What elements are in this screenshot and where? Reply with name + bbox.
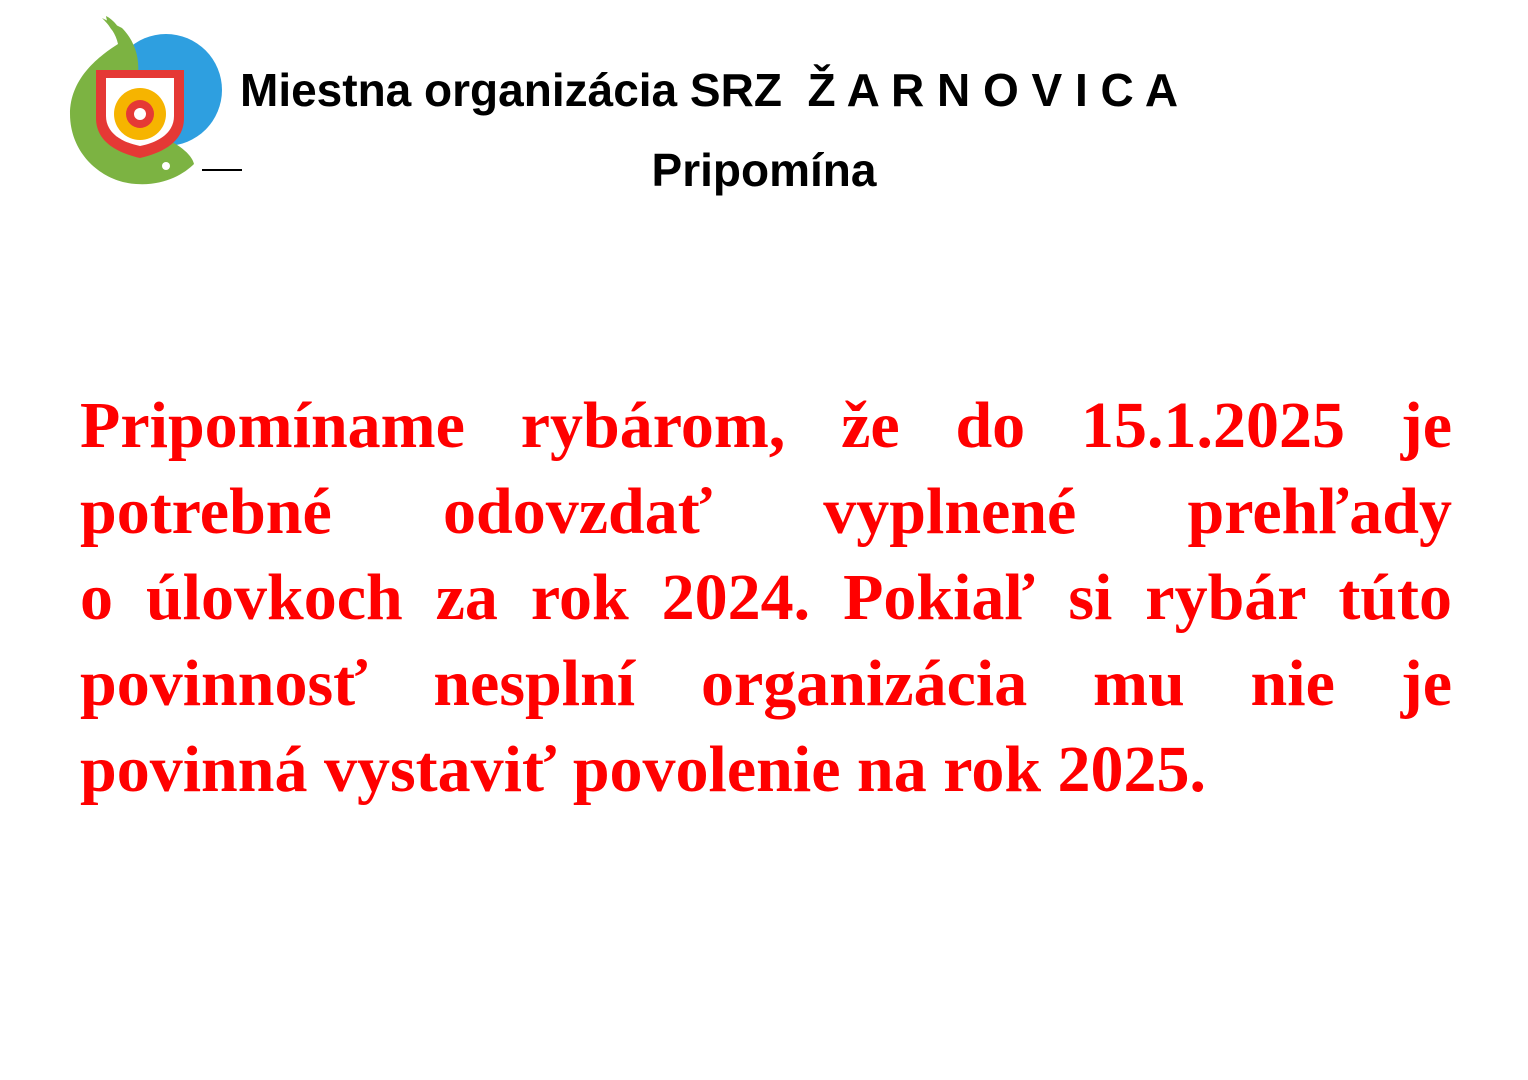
notice-text: [80, 383, 1452, 813]
notice-line: Pripomíname rybárom, že do 15.1.2025 je: [80, 389, 1452, 462]
notice-line: o úlovkoch za rok 2024. Pokiaľ si rybár túto: [80, 561, 1452, 634]
notice-line: povinná vystaviť povolenie na rok 2025.: [80, 733, 1207, 806]
notice-line: povinnosť nesplní organizácia mu nie je: [80, 647, 1452, 720]
page-title: Pripomína: [651, 144, 877, 196]
notice-line: potrebné odovzdať vyplnené prehľady: [80, 475, 1452, 548]
organization-name: Miestna organizácia SRZ Ž A R N O V I C A: [240, 64, 1179, 116]
